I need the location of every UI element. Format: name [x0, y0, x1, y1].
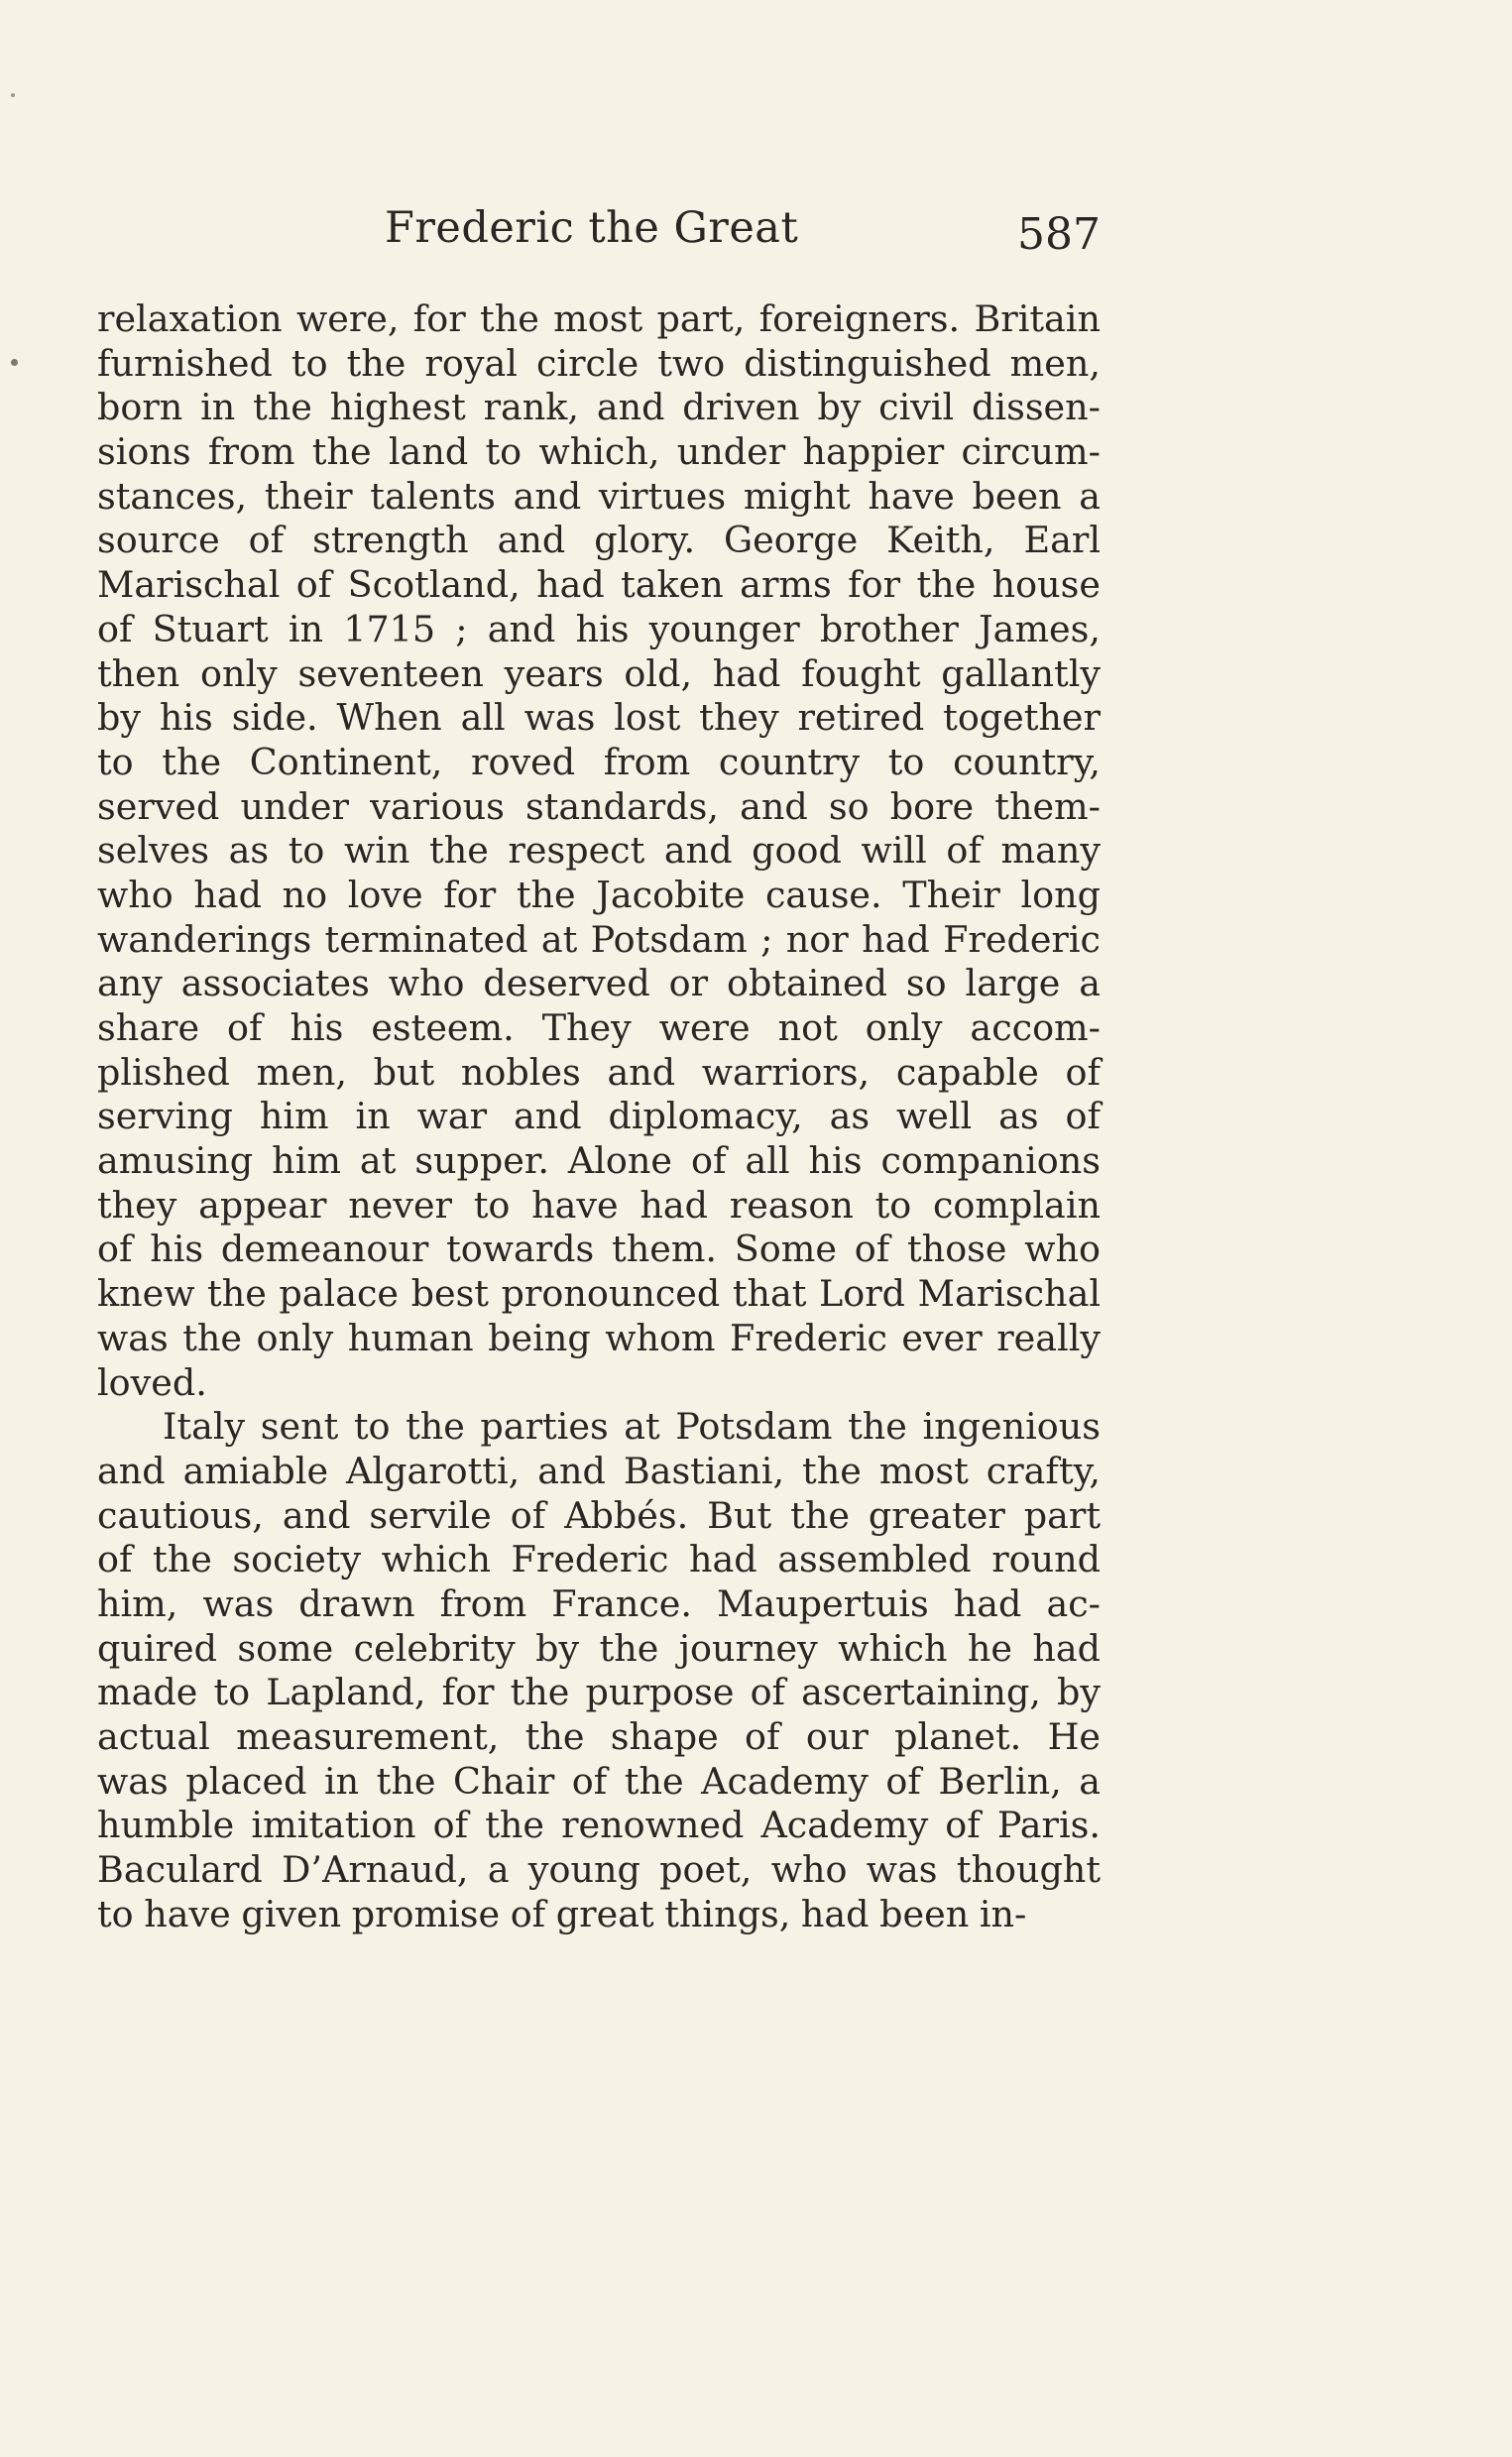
text-line: amusing him at supper. Alone of all his companions [97, 1139, 1101, 1183]
body-text [97, 297, 1101, 1936]
text-line: and amiable Algarotti, and Bastiani, the most crafty, [97, 1449, 1101, 1492]
text-line: actual measurement, the shape of our planet. He [97, 1715, 1101, 1758]
text-line: plished men, but nobles and warriors, capable of [97, 1050, 1101, 1094]
text-line: of Stuart in 1715 ; and his younger brother James, [97, 607, 1101, 650]
text-line: of his demeanour towards them. Some of those who [97, 1228, 1101, 1271]
text-line: humble imitation of the renowned Academy of Paris. [97, 1804, 1101, 1847]
text-line: selves as to win the respect and good will of many [97, 829, 1101, 873]
margin-speck [11, 359, 18, 366]
text-line: furnished to the royal circle two distinguished men, [97, 341, 1101, 385]
text-line: wanderings terminated at Potsdam ; nor had Frederic [97, 917, 1101, 961]
text-line: was placed in the Chair of the Academy of Berlin, a [97, 1759, 1101, 1803]
text-line: relaxation were, for the most part, foreigners. Britain [97, 297, 1101, 340]
running-title: Frederic the Great [385, 203, 799, 253]
text-line: loved. [97, 1360, 207, 1404]
text-line: made to Lapland, for the purpose of ascertaining, by [97, 1671, 1101, 1714]
paragraph [97, 297, 1101, 1405]
text-line: born in the highest rank, and driven by civil dissen- [97, 386, 1101, 429]
running-head [97, 203, 1101, 273]
text-line: was the only human being whom Frederic ever really [97, 1316, 1101, 1359]
paragraph [97, 1405, 1101, 1936]
text-line: knew the palace best pronounced that Lord Marischal [97, 1272, 1101, 1316]
text-line: then only seventeen years old, had fought gallantly [97, 651, 1101, 695]
text-line: serving him in war and diplomacy, as well as of [97, 1095, 1101, 1138]
text-line: who had no love for the Jacobite cause. Their long [97, 873, 1101, 916]
text-line: any associates who deserved or obtained so large a [97, 962, 1101, 1005]
text-line: they appear never to have had reason to complain [97, 1183, 1101, 1227]
text-line: him, was drawn from France. Maupertuis had ac- [97, 1581, 1101, 1625]
page-number: 587 [1017, 209, 1101, 260]
text-line: of the society which Frederic had assembled round [97, 1538, 1101, 1581]
text-line: Italy sent to the parties at Potsdam the ingenious [163, 1405, 1101, 1449]
text-line: share of his esteem. They were not only accom- [97, 1006, 1101, 1049]
text-line: source of strength and glory. George Keith, Earl [97, 519, 1101, 562]
text-line: quired some celebrity by the journey which he had [97, 1626, 1101, 1670]
margin-speck [11, 93, 15, 97]
text-line: to have given promise of great things, had been in- [97, 1892, 1027, 1935]
text-line: stances, their talents and virtues might have been a [97, 474, 1101, 518]
text-line: Marischal of Scotland, had taken arms for the house [97, 563, 1101, 607]
text-line: by his side. When all was lost they retired together [97, 696, 1101, 740]
text-line: sions from the land to which, under happier circum- [97, 430, 1101, 474]
text-line: cautious, and servile of Abbés. But the greater part [97, 1493, 1101, 1537]
text-line: Baculard D’Arnaud, a young poet, who was thought [97, 1848, 1101, 1892]
text-line: to the Continent, roved from country to country, [97, 740, 1101, 783]
text-line: served under various standards, and so bore them- [97, 784, 1101, 828]
